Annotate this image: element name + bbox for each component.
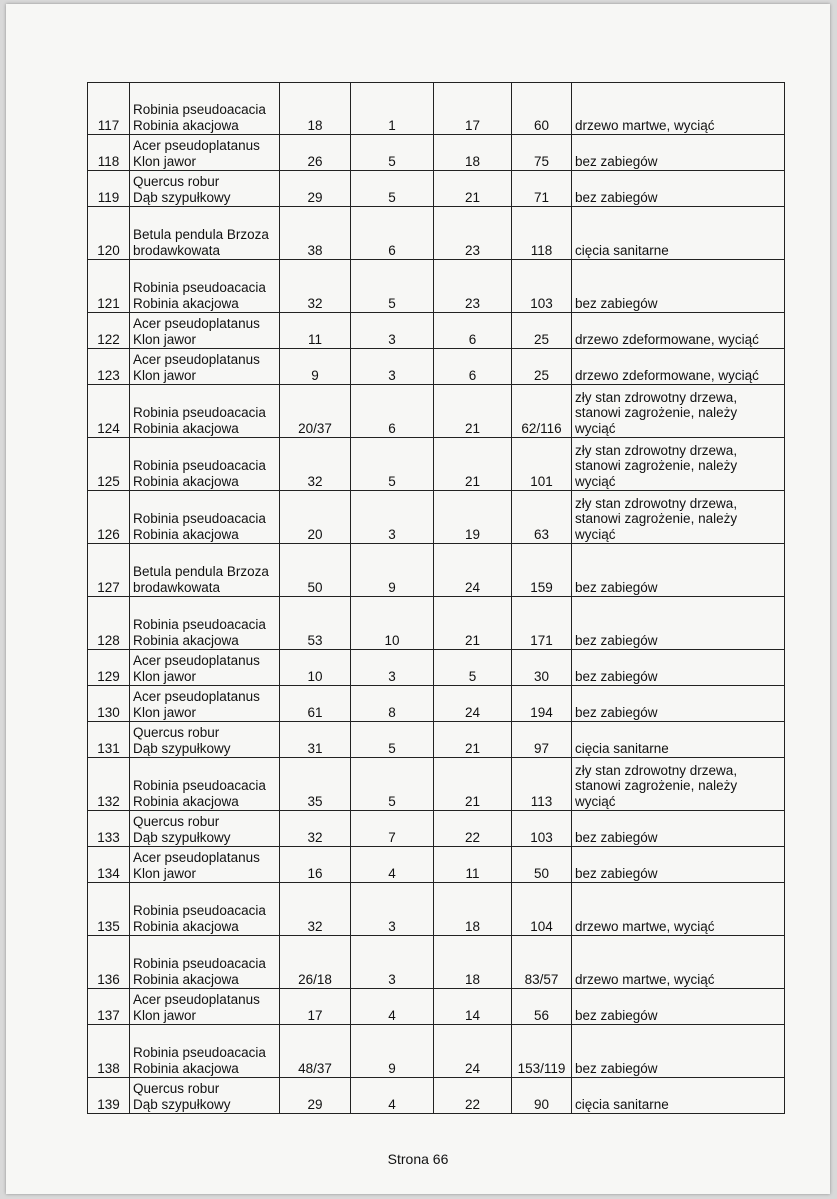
value-cell-4: 25 (512, 313, 572, 349)
table-row (88, 260, 785, 313)
value-cell-2: 4 (351, 1078, 434, 1114)
value-cell-4: 63 (512, 491, 572, 544)
value-cell-3: 21 (434, 758, 512, 811)
species-latin-name: Quercus robur (133, 725, 220, 740)
value-cell-3: 11 (434, 847, 512, 883)
value-cell-3: 24 (434, 544, 512, 597)
recommendation-cell: bez zabiegów (572, 989, 785, 1025)
species-latin-name: Robinia pseudoacacia (133, 956, 266, 971)
value-cell-2: 5 (351, 758, 434, 811)
species-polish-name: brodawkowata (133, 242, 221, 258)
recommendation-cell: bez zabiegów (572, 135, 785, 171)
value-cell-3: 14 (434, 989, 512, 1025)
value-cell-2: 5 (351, 135, 434, 171)
species-polish-name: Robinia akacjowa (133, 793, 239, 809)
species-polish-name: Klon jawor (133, 367, 197, 383)
species-latin-name: Robinia pseudoacacia (133, 511, 266, 526)
tree-number-cell: 121 (88, 260, 130, 313)
value-cell-3: 19 (434, 491, 512, 544)
value-cell-4: 90 (512, 1078, 572, 1114)
recommendation-cell: zły stan zdrowotny drzewa, stanowi zagrożenie, należy wyciąć (572, 438, 785, 491)
recommendation-cell: bez zabiegów (572, 597, 785, 650)
recommendation-cell: drzewo martwe, wyciąć (572, 83, 785, 135)
species-cell (130, 650, 280, 686)
species-polish-name: Robinia akacjowa (133, 420, 239, 436)
table-row (88, 135, 785, 171)
species-polish-name: Dąb szypułkowy (133, 189, 231, 205)
tree-number-cell: 133 (88, 811, 130, 847)
value-cell-1: 26 (280, 135, 351, 171)
species-polish-name: Dąb szypułkowy (133, 829, 231, 845)
species-cell (130, 260, 280, 313)
species-latin-name: Betula pendula Brzoza (133, 564, 269, 579)
species-latin-name: Robinia pseudoacacia (133, 778, 266, 793)
tree-number-cell: 124 (88, 385, 130, 438)
value-cell-4: 50 (512, 847, 572, 883)
species-latin-name: Acer pseudoplatanus (133, 850, 260, 865)
value-cell-1: 11 (280, 313, 351, 349)
value-cell-3: 23 (434, 260, 512, 313)
value-cell-1: 16 (280, 847, 351, 883)
species-latin-name: Robinia pseudoacacia (133, 903, 266, 918)
tree-number-cell: 132 (88, 758, 130, 811)
value-cell-4: 56 (512, 989, 572, 1025)
recommendation-cell: bez zabiegów (572, 686, 785, 722)
recommendation-cell: cięcia sanitarne (572, 207, 785, 260)
value-cell-1: 20/37 (280, 385, 351, 438)
table-row (88, 650, 785, 686)
value-cell-4: 171 (512, 597, 572, 650)
species-latin-name: Acer pseudoplatanus (133, 689, 260, 704)
table-row (88, 847, 785, 883)
species-polish-name: brodawkowata (133, 579, 221, 595)
value-cell-3: 21 (434, 722, 512, 758)
species-cell (130, 83, 280, 135)
table-row (88, 758, 785, 811)
table-row (88, 936, 785, 989)
value-cell-2: 5 (351, 171, 434, 207)
value-cell-2: 6 (351, 207, 434, 260)
value-cell-3: 23 (434, 207, 512, 260)
value-cell-3: 18 (434, 135, 512, 171)
value-cell-1: 53 (280, 597, 351, 650)
recommendation-cell: bez zabiegów (572, 544, 785, 597)
tree-inventory-table (87, 82, 785, 1114)
species-latin-name: Robinia pseudoacacia (133, 1045, 266, 1060)
species-latin-name: Acer pseudoplatanus (133, 316, 260, 331)
value-cell-2: 9 (351, 1025, 434, 1078)
value-cell-4: 71 (512, 171, 572, 207)
page-number: Strona 66 (387, 1151, 449, 1167)
value-cell-3: 24 (434, 1025, 512, 1078)
species-cell (130, 438, 280, 491)
value-cell-1: 31 (280, 722, 351, 758)
value-cell-2: 8 (351, 686, 434, 722)
table-row (88, 313, 785, 349)
table-row (88, 544, 785, 597)
species-polish-name: Robinia akacjowa (133, 473, 239, 489)
value-cell-1: 50 (280, 544, 351, 597)
recommendation-cell: drzewo martwe, wyciąć (572, 936, 785, 989)
species-cell (130, 349, 280, 385)
recommendation-cell: bez zabiegów (572, 650, 785, 686)
tree-number-cell: 135 (88, 883, 130, 936)
species-latin-name: Acer pseudoplatanus (133, 653, 260, 668)
tree-number-cell: 128 (88, 597, 130, 650)
table-body (88, 83, 785, 1114)
recommendation-cell: bez zabiegów (572, 260, 785, 313)
tree-number-cell: 117 (88, 83, 130, 135)
recommendation-cell: bez zabiegów (572, 811, 785, 847)
species-polish-name: Klon jawor (133, 704, 197, 720)
value-cell-1: 26/18 (280, 936, 351, 989)
table-row (88, 989, 785, 1025)
species-cell (130, 385, 280, 438)
tree-number-cell: 139 (88, 1078, 130, 1114)
value-cell-4: 75 (512, 135, 572, 171)
species-polish-name: Klon jawor (133, 865, 197, 881)
species-latin-name: Acer pseudoplatanus (133, 992, 260, 1007)
value-cell-4: 104 (512, 883, 572, 936)
value-cell-3: 21 (434, 171, 512, 207)
value-cell-2: 3 (351, 313, 434, 349)
table-row (88, 491, 785, 544)
species-polish-name: Robinia akacjowa (133, 295, 239, 311)
value-cell-2: 9 (351, 544, 434, 597)
tree-number-cell: 122 (88, 313, 130, 349)
value-cell-2: 3 (351, 936, 434, 989)
value-cell-2: 10 (351, 597, 434, 650)
tree-number-cell: 120 (88, 207, 130, 260)
species-cell (130, 936, 280, 989)
species-cell (130, 686, 280, 722)
value-cell-3: 21 (434, 385, 512, 438)
recommendation-cell: zły stan zdrowotny drzewa, stanowi zagrożenie, należy wyciąć (572, 758, 785, 811)
table-row (88, 686, 785, 722)
table-row (88, 349, 785, 385)
species-cell (130, 207, 280, 260)
species-latin-name: Betula pendula Brzoza (133, 227, 269, 242)
value-cell-3: 21 (434, 597, 512, 650)
species-latin-name: Robinia pseudoacacia (133, 458, 266, 473)
species-polish-name: Robinia akacjowa (133, 526, 239, 542)
value-cell-4: 25 (512, 349, 572, 385)
value-cell-4: 153/119 (512, 1025, 572, 1078)
value-cell-4: 30 (512, 650, 572, 686)
value-cell-3: 21 (434, 438, 512, 491)
value-cell-1: 32 (280, 811, 351, 847)
tree-number-cell: 129 (88, 650, 130, 686)
table-row (88, 207, 785, 260)
value-cell-3: 6 (434, 313, 512, 349)
species-cell (130, 811, 280, 847)
species-cell (130, 758, 280, 811)
value-cell-1: 17 (280, 989, 351, 1025)
species-polish-name: Dąb szypułkowy (133, 1096, 231, 1112)
species-cell (130, 1025, 280, 1078)
tree-number-cell: 138 (88, 1025, 130, 1078)
value-cell-4: 103 (512, 811, 572, 847)
species-polish-name: Dąb szypułkowy (133, 740, 231, 756)
value-cell-3: 17 (434, 83, 512, 135)
value-cell-2: 4 (351, 989, 434, 1025)
species-latin-name: Acer pseudoplatanus (133, 352, 260, 367)
document-page (6, 4, 830, 1194)
value-cell-4: 62/116 (512, 385, 572, 438)
value-cell-3: 18 (434, 883, 512, 936)
value-cell-4: 113 (512, 758, 572, 811)
value-cell-1: 35 (280, 758, 351, 811)
species-cell (130, 847, 280, 883)
table-row (88, 722, 785, 758)
recommendation-cell: zły stan zdrowotny drzewa, stanowi zagrożenie, należy wyciąć (572, 385, 785, 438)
value-cell-4: 103 (512, 260, 572, 313)
value-cell-3: 22 (434, 811, 512, 847)
recommendation-cell: cięcia sanitarne (572, 1078, 785, 1114)
species-latin-name: Quercus robur (133, 174, 220, 189)
value-cell-1: 61 (280, 686, 351, 722)
recommendation-cell: zły stan zdrowotny drzewa, stanowi zagrożenie, należy wyciąć (572, 491, 785, 544)
recommendation-cell: drzewo martwe, wyciąć (572, 883, 785, 936)
tree-number-cell: 119 (88, 171, 130, 207)
table-row (88, 811, 785, 847)
species-cell (130, 722, 280, 758)
tree-number-cell: 125 (88, 438, 130, 491)
species-polish-name: Robinia akacjowa (133, 1060, 239, 1076)
value-cell-1: 32 (280, 260, 351, 313)
species-latin-name: Robinia pseudoacacia (133, 280, 266, 295)
species-cell (130, 171, 280, 207)
value-cell-2: 3 (351, 491, 434, 544)
value-cell-2: 5 (351, 438, 434, 491)
value-cell-2: 3 (351, 349, 434, 385)
value-cell-4: 118 (512, 207, 572, 260)
table-row (88, 438, 785, 491)
species-polish-name: Klon jawor (133, 153, 197, 169)
species-cell (130, 1078, 280, 1114)
species-latin-name: Quercus robur (133, 814, 220, 829)
value-cell-1: 38 (280, 207, 351, 260)
recommendation-cell: cięcia sanitarne (572, 722, 785, 758)
species-cell (130, 883, 280, 936)
recommendation-cell: bez zabiegów (572, 171, 785, 207)
tree-number-cell: 123 (88, 349, 130, 385)
tree-number-cell: 131 (88, 722, 130, 758)
tree-number-cell: 126 (88, 491, 130, 544)
table-row (88, 597, 785, 650)
table-row (88, 83, 785, 135)
recommendation-cell: drzewo zdeformowane, wyciąć (572, 313, 785, 349)
value-cell-3: 6 (434, 349, 512, 385)
value-cell-2: 4 (351, 847, 434, 883)
species-polish-name: Klon jawor (133, 668, 197, 684)
species-latin-name: Robinia pseudoacacia (133, 617, 266, 632)
value-cell-3: 5 (434, 650, 512, 686)
tree-number-cell: 137 (88, 989, 130, 1025)
value-cell-3: 18 (434, 936, 512, 989)
species-cell (130, 313, 280, 349)
tree-number-cell: 118 (88, 135, 130, 171)
value-cell-1: 29 (280, 1078, 351, 1114)
table-row (88, 385, 785, 438)
species-polish-name: Klon jawor (133, 1007, 197, 1023)
species-polish-name: Robinia akacjowa (133, 971, 239, 987)
species-polish-name: Robinia akacjowa (133, 117, 239, 133)
recommendation-cell: bez zabiegów (572, 847, 785, 883)
species-cell (130, 544, 280, 597)
value-cell-4: 194 (512, 686, 572, 722)
value-cell-4: 159 (512, 544, 572, 597)
value-cell-1: 10 (280, 650, 351, 686)
value-cell-4: 60 (512, 83, 572, 135)
table-row (88, 883, 785, 936)
value-cell-4: 97 (512, 722, 572, 758)
value-cell-2: 7 (351, 811, 434, 847)
species-polish-name: Robinia akacjowa (133, 918, 239, 934)
value-cell-4: 101 (512, 438, 572, 491)
tree-number-cell: 136 (88, 936, 130, 989)
tree-number-cell: 127 (88, 544, 130, 597)
species-cell (130, 989, 280, 1025)
species-cell (130, 597, 280, 650)
value-cell-1: 18 (280, 83, 351, 135)
value-cell-1: 29 (280, 171, 351, 207)
value-cell-4: 83/57 (512, 936, 572, 989)
species-polish-name: Robinia akacjowa (133, 632, 239, 648)
value-cell-2: 1 (351, 83, 434, 135)
value-cell-1: 9 (280, 349, 351, 385)
table-row (88, 171, 785, 207)
recommendation-cell: bez zabiegów (572, 1025, 785, 1078)
value-cell-1: 20 (280, 491, 351, 544)
value-cell-3: 22 (434, 1078, 512, 1114)
value-cell-3: 24 (434, 686, 512, 722)
value-cell-1: 32 (280, 438, 351, 491)
species-latin-name: Quercus robur (133, 1081, 220, 1096)
species-cell (130, 491, 280, 544)
value-cell-1: 48/37 (280, 1025, 351, 1078)
table-row (88, 1078, 785, 1114)
value-cell-2: 6 (351, 385, 434, 438)
tree-number-cell: 130 (88, 686, 130, 722)
species-polish-name: Klon jawor (133, 331, 197, 347)
value-cell-2: 3 (351, 650, 434, 686)
value-cell-2: 3 (351, 883, 434, 936)
table-row (88, 1025, 785, 1078)
species-latin-name: Acer pseudoplatanus (133, 138, 260, 153)
species-latin-name: Robinia pseudoacacia (133, 102, 266, 117)
value-cell-1: 32 (280, 883, 351, 936)
value-cell-2: 5 (351, 260, 434, 313)
tree-number-cell: 134 (88, 847, 130, 883)
value-cell-2: 5 (351, 722, 434, 758)
recommendation-cell: drzewo zdeformowane, wyciąć (572, 349, 785, 385)
species-latin-name: Robinia pseudoacacia (133, 405, 266, 420)
species-cell (130, 135, 280, 171)
